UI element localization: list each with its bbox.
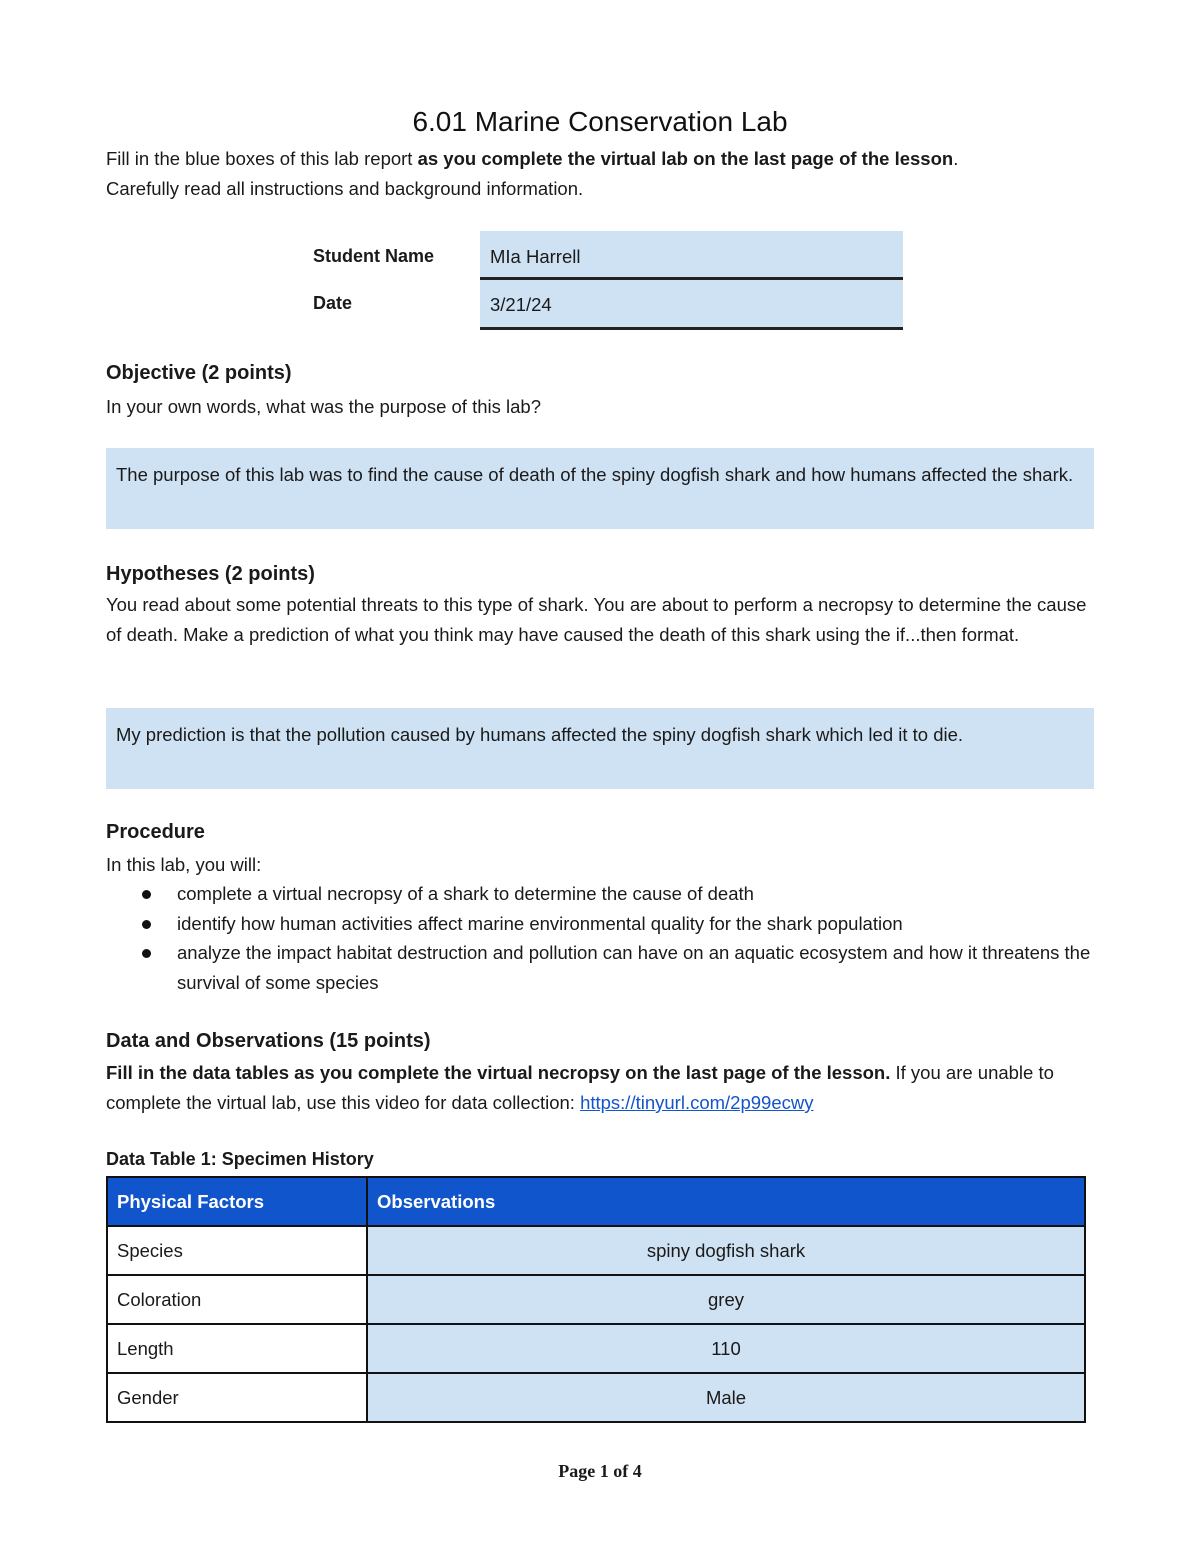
student-name-label: Student Name — [313, 246, 435, 266]
objective-heading: Objective (2 points) — [106, 362, 292, 384]
table1-caption: Data Table 1: Specimen History — [106, 1149, 374, 1169]
data-instructions: If you are unable to complete the virtual lab, use this video for data collection: — [106, 1062, 1054, 1113]
data-observations-text — [106, 1058, 1096, 1118]
video-link[interactable]: https://tinyurl.com/2p99ecwy — [580, 1092, 814, 1113]
procedure-heading: Procedure — [106, 821, 205, 843]
intro-line1-end: . — [953, 148, 959, 169]
data-instructions-bold: Fill in the data tables as you complete the virtual necropsy on the last page of the lesson. — [106, 1062, 891, 1083]
row-label: Coloration — [107, 1275, 367, 1324]
date-label: Date — [313, 293, 353, 313]
header-physical-factors: Physical Factors — [107, 1177, 367, 1226]
row-label: Species — [107, 1226, 367, 1275]
hypotheses-answer-box[interactable]: My prediction is that the pollution caused by humans affected the spiny dogfish shark which led it to die. — [106, 708, 1094, 789]
list-item: analyze the impact habitat destruction and pollution can have on an aquatic ecosystem and how it threatens the survival of some species — [106, 938, 1096, 997]
table-row — [107, 1226, 1085, 1275]
data-observations-heading: Data and Observations (15 points) — [106, 1030, 431, 1052]
row-value[interactable]: Male — [367, 1373, 1085, 1422]
table-row — [107, 1324, 1085, 1373]
objective-answer-box[interactable]: The purpose of this lab was to find the cause of death of the spiny dogfish shark and how humans affected the shark. — [106, 448, 1094, 529]
bullet-icon — [142, 920, 151, 929]
row-value[interactable]: spiny dogfish shark — [367, 1226, 1085, 1275]
table-header-row — [107, 1177, 1085, 1226]
hypotheses-prompt: You read about some potential threats to this type of shark. You are about to perform a necropsy to determine the cause of death. Make a prediction of what you think may have caused the death of this shark using the if...then format. — [106, 594, 1087, 645]
list-item: complete a virtual necropsy of a shark to determine the cause of death — [106, 879, 1096, 909]
bullet-icon — [142, 949, 151, 958]
intro-line1: Fill in the blue boxes of this lab report — [106, 148, 418, 169]
specimen-history-table — [106, 1176, 1086, 1423]
row-value[interactable]: 110 — [367, 1324, 1085, 1373]
intro-line2: Carefully read all instructions and background information. — [106, 178, 584, 199]
intro-text — [106, 144, 1106, 204]
date-field[interactable]: 3/21/24 — [480, 280, 903, 330]
list-item: identify how human activities affect marine environmental quality for the shark population — [106, 909, 1096, 939]
procedure-list — [106, 879, 1096, 997]
student-name-field[interactable]: MIa Harrell — [480, 231, 903, 280]
page-title: 6.01 Marine Conservation Lab — [412, 106, 788, 137]
row-label: Gender — [107, 1373, 367, 1422]
bullet-icon — [142, 890, 151, 899]
table-row — [107, 1373, 1085, 1422]
intro-line1-bold: as you complete the virtual lab on the last page of the lesson — [417, 148, 954, 169]
hypotheses-heading: Hypotheses (2 points) — [106, 563, 315, 585]
procedure-intro: In this lab, you will: — [106, 854, 262, 875]
table-row — [107, 1275, 1085, 1324]
header-observations: Observations — [367, 1177, 1085, 1226]
page-number: Page 1 of 4 — [558, 1461, 642, 1481]
row-value[interactable]: grey — [367, 1275, 1085, 1324]
objective-prompt: In your own words, what was the purpose of this lab? — [106, 396, 541, 417]
row-label: Length — [107, 1324, 367, 1373]
